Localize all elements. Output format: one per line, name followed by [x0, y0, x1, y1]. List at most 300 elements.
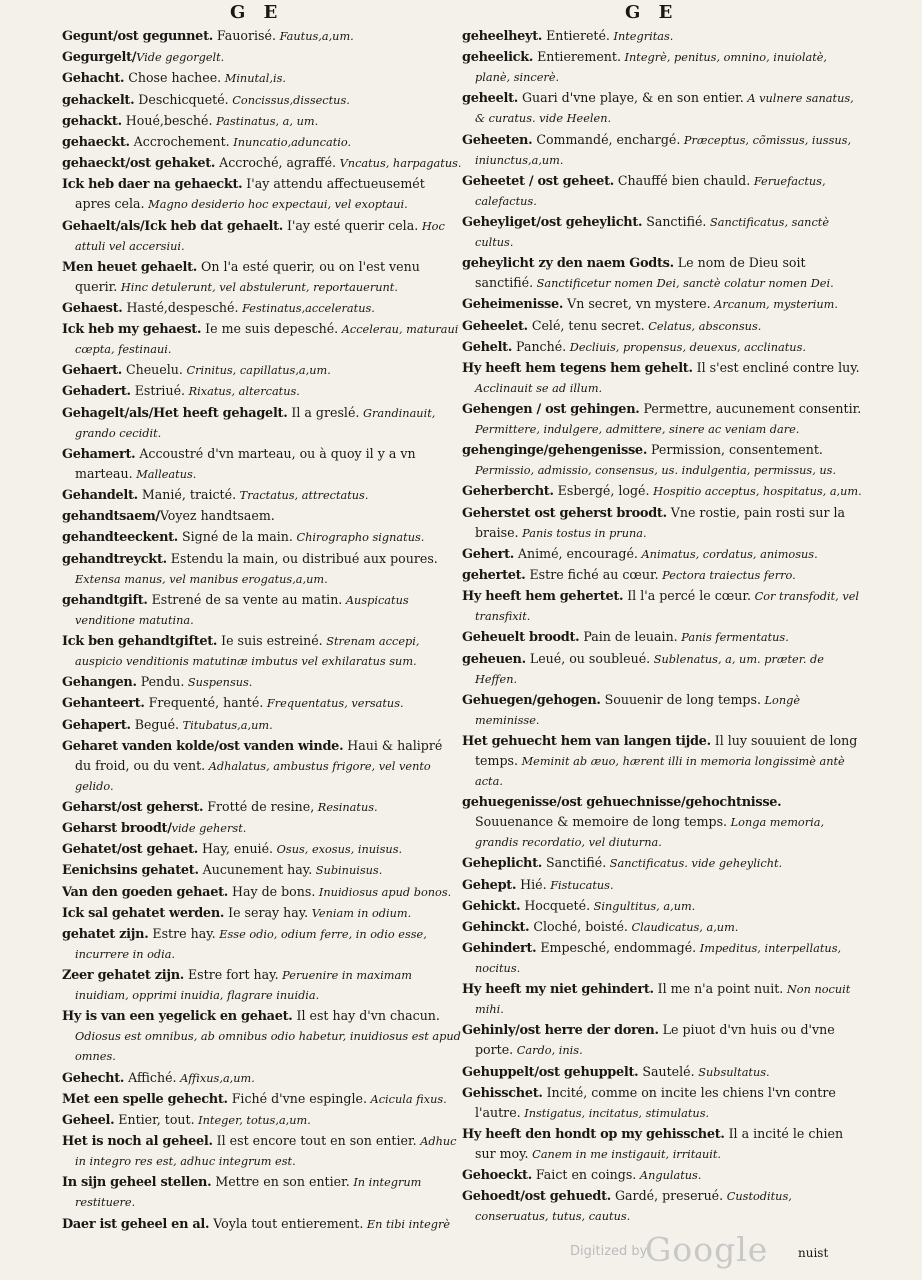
- dictionary-entry: [62, 924, 462, 964]
- entry-french: Begué.: [130, 716, 180, 732]
- entry-latin: Odiosus est omnibus, ab omnibus odio habetur, inuidiosus est apud omnes.: [75, 1030, 461, 1064]
- entry-latin: Accelerau, maturaui cœpta, festinaui.: [75, 323, 459, 357]
- entry-latin: Acicula fixus.: [366, 1092, 447, 1106]
- entry-headword: gehandtgift.: [62, 592, 148, 608]
- entry-french: Souuenir de long temps.: [600, 691, 761, 707]
- entry-french: Voyla tout entierement.: [209, 1215, 364, 1231]
- entry-french: Il luy souuient de long temps.: [475, 732, 858, 768]
- entry-headword: Het is noch al geheel.: [62, 1134, 213, 1150]
- dictionary-entry: [462, 979, 862, 1019]
- dictionary-entry: [462, 544, 862, 564]
- google-logo: Google: [645, 1230, 769, 1269]
- entry-headword: gehackt.: [62, 113, 122, 129]
- entry-headword: Geheimenisse.: [462, 297, 564, 313]
- dictionary-entry: [462, 586, 862, 626]
- entry-headword: Ick sal gehatet werden.: [62, 905, 225, 921]
- dictionary-entry: [462, 212, 862, 252]
- dictionary-entry: [62, 174, 462, 214]
- entry-french: Pendu.: [136, 674, 185, 690]
- entry-headword: Met een spelle gehecht.: [62, 1091, 228, 1107]
- entry-latin: Suspensus.: [184, 676, 253, 690]
- entry-latin: Claudicatus, a,um.: [627, 920, 739, 934]
- dictionary-entry: [462, 896, 862, 916]
- entry-french: Hasté,despesché.: [122, 299, 239, 315]
- dictionary-entry: [462, 337, 862, 357]
- entry-french: Estre fiché au cœur.: [525, 567, 659, 582]
- dictionary-entry: [462, 627, 862, 647]
- entry-french: Commandé, enchargé.: [532, 131, 681, 147]
- entry-headword: Hy heeft my niet gehindert.: [462, 982, 654, 998]
- entry-headword: Hy is van een yegelick en gehaet.: [62, 1009, 293, 1025]
- entry-latin: Decliuis, propensus, deuexus, acclinatus.: [566, 340, 806, 354]
- entry-latin: Permittere, indulgere, admittere, sinere ac veniam dare.: [475, 423, 800, 437]
- dictionary-entry: [462, 853, 862, 873]
- dictionary-entry: [462, 1186, 862, 1226]
- entry-french: Accoustré d'vn marteau, ou à quoy il y a vn marteau.: [75, 445, 416, 481]
- entry-headword: gehaeckt/ost gehaket.: [62, 156, 216, 172]
- header-right: G E: [625, 2, 679, 23]
- entry-latin: Non nocuit mihi.: [475, 983, 851, 1017]
- entry-latin: Grandinauit, grando cecidit.: [75, 406, 436, 440]
- dictionary-entry: [462, 253, 862, 293]
- entry-headword: Geharst broodt/: [62, 821, 172, 837]
- entry-latin: Pastinatus, a, um.: [212, 114, 319, 128]
- entry-french: Gardé, preserué.: [610, 1188, 724, 1204]
- entry-latin: Impeditus, interpellatus, nocitus.: [475, 942, 842, 976]
- entry-headword: gehandtreyckt.: [62, 551, 167, 567]
- dictionary-entry: [62, 132, 462, 152]
- entry-latin: Frequentatus, versatus.: [263, 697, 404, 711]
- dictionary-entry: [462, 130, 862, 170]
- entry-headword: Geharet vanden kolde/ost vanden winde.: [62, 738, 344, 754]
- dictionary-entry: [62, 360, 462, 380]
- right-column: [462, 26, 862, 1231]
- entry-headword: geheelt.: [462, 91, 518, 107]
- entry-headword: Gehept.: [462, 877, 517, 893]
- entry-latin: Instigatus, incitatus, stimulatus.: [520, 1106, 710, 1120]
- entry-headword: Gehangen.: [62, 675, 137, 691]
- entry-headword: Geheelet.: [462, 318, 528, 334]
- entry-french: Empesché, endommagé.: [536, 940, 697, 956]
- entry-french: Ie me suis depesché.: [201, 321, 339, 337]
- entry-french: Sanctifié.: [541, 855, 607, 871]
- entry-latin: Vncatus, harpagatus.: [336, 157, 462, 171]
- dictionary-entry: [62, 47, 462, 67]
- dictionary-entry: [62, 216, 462, 256]
- entry-headword: Men heuet gehaelt.: [62, 259, 197, 275]
- dictionary-entry: [462, 1165, 862, 1185]
- entry-french: Vn secret, vn mystere.: [563, 296, 711, 312]
- entry-headword: Hy heeft hem gehertet.: [462, 589, 624, 605]
- dictionary-entry: [462, 1083, 862, 1123]
- entry-latin: Hinc detulerunt, vel abstulerunt, reportauerunt.: [117, 280, 398, 294]
- entry-latin: Subinuisus.: [312, 864, 383, 878]
- entry-french: Souuenance & memoire de long temps.: [475, 814, 728, 830]
- entry-latin: Panis tostus in pruna.: [518, 526, 647, 540]
- catchword: nuist: [798, 1246, 829, 1260]
- entry-latin: Strenam accepi, auspicio venditionis matutinæ imbutus vel exhilaratus sum.: [75, 634, 420, 668]
- entry-french: Chose hachee.: [124, 70, 222, 86]
- entry-french: I'ay attendu affectueusemét apres cela.: [75, 176, 425, 212]
- entry-latin: Adhuc in integro res est, adhuc integrum est.: [75, 1135, 457, 1169]
- entry-latin: Magno desiderio hoc expectaui, vel exoptaui.: [144, 198, 408, 212]
- dictionary-entry: [462, 917, 862, 937]
- entry-french: Estriué.: [130, 383, 186, 399]
- entry-latin: Chirographo signatus.: [292, 531, 425, 545]
- entry-headword: Gegurgelt/: [62, 50, 137, 66]
- entry-headword: Geheetet / ost geheet.: [462, 173, 614, 189]
- entry-latin: Subsultatus.: [694, 1065, 770, 1079]
- entry-headword: Het gehuecht hem van langen tijde.: [462, 733, 711, 749]
- entry-latin: Cardo, inis.: [513, 1044, 583, 1058]
- entry-french: Haui & halipré du froid, ou du vent.: [75, 737, 443, 773]
- dictionary-entry: [462, 649, 862, 689]
- entry-headword: gehackelt.: [62, 92, 135, 108]
- entry-french: Celé, tenu secret.: [527, 317, 645, 333]
- dictionary-entry: [62, 1110, 462, 1130]
- entry-french: Entierement.: [533, 49, 621, 65]
- entry-french: Accrochement.: [129, 133, 230, 149]
- dictionary-entry: [462, 88, 862, 128]
- entry-latin: Festinatus,acceleratus.: [238, 301, 375, 315]
- entry-headword: gehenginge/gehengenisse.: [462, 443, 648, 459]
- entry-latin: Resinatus.: [314, 800, 378, 814]
- entry-french: Hocqueté.: [520, 897, 591, 913]
- entry-headword: In sijn geheel stellen.: [62, 1175, 212, 1191]
- entry-headword: Gehert.: [462, 546, 514, 562]
- entry-headword: Eenichsins gehatet.: [62, 863, 199, 879]
- entry-headword: Gehengen / ost gehingen.: [462, 402, 640, 418]
- dictionary-entry: [62, 26, 462, 46]
- entry-french: Estendu la main, ou distribué aux poures.: [166, 550, 438, 566]
- dictionary-entry: [462, 481, 862, 501]
- entry-latin: Concissus,dissectus.: [228, 93, 350, 107]
- entry-french: Ie seray hay.: [224, 904, 309, 920]
- left-column: [62, 26, 462, 1231]
- entry-french: Fiché d'vne espingle.: [227, 1090, 367, 1106]
- entry-french: Frotté de resine,: [203, 798, 315, 814]
- dictionary-entry: [462, 294, 862, 314]
- entry-french: Il me n'a point nuit.: [653, 981, 784, 997]
- entry-latin: Auspicatus venditione matutina.: [75, 593, 409, 627]
- entry-headword: gehandtsaem/: [62, 509, 160, 525]
- entry-headword: Gehacht.: [62, 71, 125, 87]
- entry-latin: Hoc attuli vel accersiui.: [75, 219, 445, 253]
- dictionary-entry: [62, 672, 462, 692]
- dictionary-entry: [62, 444, 462, 484]
- entry-headword: Gehelt.: [462, 339, 513, 355]
- entry-latin: Arcanum, mysterium.: [710, 298, 838, 312]
- entry-latin: Minutal,is.: [221, 72, 286, 86]
- dictionary-entry: [62, 797, 462, 817]
- dictionary-entry: [62, 381, 462, 401]
- entry-headword: Gehapert.: [62, 717, 131, 733]
- dictionary-entry: [462, 316, 862, 336]
- entry-headword: Ick heb my gehaest.: [62, 322, 202, 338]
- entry-headword: Gehinly/ost herre der doren.: [462, 1023, 659, 1039]
- dictionary-entry: [62, 549, 462, 589]
- dictionary-entry: [62, 631, 462, 671]
- entry-headword: Gehisschet.: [462, 1085, 543, 1101]
- entry-headword: gehaeckt.: [62, 134, 130, 150]
- entry-latin: Permissio, admissio, consensus, us. indulgentia, permissus, us.: [475, 464, 837, 478]
- entry-latin: Panis fermentatus.: [677, 631, 789, 645]
- entry-headword: gehertet.: [462, 568, 526, 583]
- entry-latin: Tractatus, attrectatus.: [236, 489, 369, 502]
- entry-latin: A vulnere sanatus, & curatus. vide Heelen.: [475, 92, 854, 126]
- dictionary-entry: [62, 319, 462, 359]
- entry-french: Mettre en son entier.: [211, 1174, 350, 1190]
- entry-french: Guari d'vne playe, & en son entier.: [517, 90, 744, 106]
- entry-headword: Gehanteert.: [62, 696, 145, 712]
- entry-headword: Geheyliget/ost geheylicht.: [462, 214, 643, 230]
- entry-latin: Longa memoria, grandis recordatio, vel diuturna.: [475, 816, 825, 850]
- entry-latin: Præceptus, cõmissus, iussus, iniunctus,a,um.: [475, 133, 852, 167]
- entry-latin: En tibi integrè: [366, 1217, 451, 1231]
- entry-headword: Gehoeckt.: [462, 1168, 532, 1184]
- dictionary-entry: [62, 1214, 462, 1232]
- entry-latin: Sanctificetur nomen Dei, sanctè colatur nomen Dei.: [533, 277, 834, 291]
- entry-french: Deschicqueté.: [134, 91, 229, 107]
- entry-latin: Sanctificatus, sanctè cultus.: [475, 215, 830, 249]
- entry-headword: Gehadert.: [62, 384, 131, 400]
- entry-headword: Gehaelt/als/Ick heb dat gehaelt.: [62, 218, 283, 234]
- entry-headword: geheylicht zy den naem Godts.: [462, 256, 674, 272]
- entry-headword: geheelick.: [462, 50, 534, 66]
- entry-headword: gehuegenisse/ost gehuechnisse/gehochtnisse.: [462, 795, 782, 811]
- entry-headword: Geheplicht.: [462, 856, 542, 872]
- dictionary-entry: [462, 875, 862, 895]
- entry-headword: Gehoedt/ost gehuedt.: [462, 1189, 611, 1205]
- dictionary-entry: [62, 839, 462, 859]
- entry-latin: Peruenire in maximam inuidiam, opprimi inuidia, flagrare inuidia.: [75, 969, 412, 1003]
- entry-french: I'ay esté querir cela.: [282, 217, 419, 233]
- dictionary-entry: [462, 565, 862, 585]
- entry-latin: Extensa manus, vel manibus erogatus,a,um.: [75, 572, 328, 586]
- entry-headword: Daer ist geheel en al.: [62, 1216, 210, 1231]
- entry-latin: vide geherst.: [171, 822, 247, 836]
- entry-french: Il a greslé.: [287, 404, 360, 420]
- dictionary-entry: [62, 1068, 462, 1088]
- entry-latin: Osus, exosus, inuisus.: [273, 843, 403, 857]
- entry-latin: Hospitio acceptus, hospitatus, a,um.: [649, 485, 862, 499]
- entry-french: Panché.: [512, 338, 567, 354]
- dictionary-entry: [62, 818, 462, 838]
- dictionary-entry: [462, 503, 862, 543]
- entry-french: Voyez handtsaem.: [159, 508, 275, 524]
- dictionary-entry: [462, 1020, 862, 1060]
- entry-latin: Cor transfodit, vel transfixit.: [475, 590, 860, 624]
- entry-french: Il s'est encliné contre luy.: [692, 359, 860, 375]
- dictionary-entry: [62, 90, 462, 110]
- entry-latin: Adhalatus, ambustus frigore, vel vento gelido.: [75, 759, 431, 793]
- entry-french: Incité, comme on incite les chiens l'vn contre l'autre.: [475, 1084, 836, 1120]
- entry-headword: Gehuegen/gehogen.: [462, 692, 601, 708]
- digitized-by-text: Digitized by: [570, 1244, 648, 1259]
- dictionary-entry: [62, 403, 462, 443]
- dictionary-entry: [62, 257, 462, 297]
- running-header: [0, 2, 922, 26]
- entry-french: Cheuelu.: [121, 362, 183, 378]
- entry-french: Il l'a percé le cœur.: [623, 588, 751, 604]
- entry-latin: Pectora traiectus ferro.: [658, 569, 796, 582]
- entry-headword: Gehindert.: [462, 941, 537, 957]
- entry-french: Leué, ou soubleué.: [525, 650, 651, 666]
- entry-french: Chauffé bien chauld.: [613, 172, 751, 188]
- dictionary-entry: [62, 527, 462, 547]
- dictionary-entry: [62, 715, 462, 735]
- dictionary-entry: [62, 860, 462, 880]
- entry-latin: Singultitus, a,um.: [590, 899, 696, 913]
- entry-french: Hay, enuié.: [197, 841, 274, 857]
- entry-french: Aucunement hay.: [198, 862, 313, 878]
- entry-headword: gehatet zijn.: [62, 927, 149, 942]
- entry-french: Pain de leuain.: [579, 629, 678, 645]
- digitization-watermark: [560, 1228, 860, 1272]
- entry-french: Sanctifié.: [642, 213, 707, 229]
- entry-headword: geheelheyt.: [462, 29, 543, 44]
- entry-headword: Geharst/ost geherst.: [62, 799, 204, 815]
- entry-headword: Gehuppelt/ost gehuppelt.: [462, 1064, 639, 1080]
- entry-french: Sautelé.: [638, 1063, 695, 1079]
- entry-latin: Fautus,a,um.: [275, 30, 354, 43]
- entry-headword: Gehickt.: [462, 898, 521, 914]
- entry-latin: Integrè, penitus, omnino, inuiolatè, planè, sincerè.: [475, 51, 828, 85]
- dictionary-entry: [62, 506, 462, 526]
- dictionary-entry: [62, 590, 462, 630]
- dictionary-entry: [62, 485, 462, 505]
- dictionary-entry: [462, 690, 862, 730]
- entry-french: Affiché.: [124, 1069, 177, 1085]
- entry-headword: Ick ben gehandtgiftet.: [62, 633, 218, 649]
- entry-latin: Inuncatio,aduncatio.: [229, 135, 352, 149]
- entry-latin: Affixus,a,um.: [176, 1071, 255, 1085]
- dictionary-entry: [62, 882, 462, 902]
- dictionary-entry: [62, 1131, 462, 1171]
- dictionary-entry: [62, 903, 462, 923]
- entry-headword: geheuen.: [462, 651, 526, 667]
- entry-headword: Gehinckt.: [462, 919, 530, 935]
- entry-headword: Gegunt/ost gegunnet.: [62, 29, 213, 44]
- entry-french: Entier, tout.: [114, 1111, 195, 1127]
- entry-headword: Gehandelt.: [62, 488, 138, 503]
- dictionary-entry: [462, 399, 862, 439]
- entry-headword: Geheel.: [62, 1112, 115, 1128]
- entry-latin: Sanctificatus. vide geheylicht.: [606, 857, 783, 871]
- entry-latin: Celatus, absconsus.: [644, 319, 762, 333]
- entry-headword: Geherstet ost geherst broodt.: [462, 505, 667, 521]
- entry-headword: Gehagelt/als/Het heeft gehagelt.: [62, 405, 288, 421]
- dictionary-entry: [462, 26, 862, 46]
- entry-french: Signé de la main.: [177, 529, 293, 545]
- entry-latin: Vide gegorgelt.: [136, 51, 225, 65]
- entry-headword: gehandteeckent.: [62, 530, 178, 546]
- entry-latin: Malleatus.: [132, 467, 197, 481]
- entry-french: Estre hay.: [148, 926, 216, 941]
- entry-headword: Hy heeft den hondt op my gehisschet.: [462, 1127, 725, 1142]
- entry-headword: Hy heeft hem tegens hem gehelt.: [462, 360, 693, 376]
- entry-headword: Zeer gehatet zijn.: [62, 968, 184, 984]
- entry-latin: Crinitus, capillatus,a,um.: [182, 364, 331, 378]
- dictionary-entry: [62, 693, 462, 713]
- entry-french: Vne rostie, pain rosti sur la braise.: [475, 504, 846, 540]
- entry-headword: Gehaert.: [62, 363, 122, 379]
- entry-french: Permettre, aucunement consentir.: [639, 401, 862, 417]
- dictionary-entry: [462, 938, 862, 978]
- entry-french: On l'a esté querir, ou on l'est venu querir.: [75, 258, 420, 294]
- entry-latin: Fistucatus.: [546, 878, 614, 892]
- entry-french: Le piuot d'vn huis ou d'vne porte.: [475, 1022, 835, 1058]
- entry-french: Estrené de sa vente au matin.: [147, 591, 343, 607]
- entry-headword: Ick heb daer na gehaeckt.: [62, 177, 243, 193]
- dictionary-entry: [462, 171, 862, 211]
- entry-french: Permission, consentement.: [647, 442, 823, 458]
- entry-french: Cloché, boisté.: [529, 918, 628, 934]
- entry-latin: Feruefactus, calefactus.: [475, 174, 826, 208]
- dictionary-entry: [462, 47, 862, 87]
- dictionary-entry: [462, 731, 862, 791]
- entry-french: Fauorisé.: [212, 28, 276, 43]
- entry-headword: Gehatet/ost gehaet.: [62, 842, 198, 858]
- dictionary-entry: [62, 1089, 462, 1109]
- header-left: G E: [230, 2, 284, 23]
- dictionary-entry: [62, 736, 462, 796]
- entry-latin: Angulatus.: [636, 1169, 702, 1183]
- entry-latin: Sublenatus, a, um. præter. de Heffen.: [475, 652, 824, 686]
- entry-headword: Gehaest.: [62, 300, 123, 316]
- entry-headword: Geheuelt broodt.: [462, 630, 580, 646]
- entry-latin: In integrum restituere.: [75, 1176, 422, 1210]
- entry-latin: Rixatus, altercatus.: [185, 385, 300, 399]
- entry-french: Estre fort hay.: [183, 967, 279, 983]
- entry-french: Hay de bons.: [227, 883, 316, 899]
- entry-latin: Integer, totus,a,um.: [194, 1113, 311, 1127]
- entry-latin: Longè meminisse.: [475, 693, 801, 727]
- entry-latin: Esse odio, odium ferre, in odio esse, incurrere in odia.: [75, 928, 427, 961]
- entry-french: Il est hay d'vn chacun.: [292, 1008, 440, 1024]
- entry-french: Houé,besché.: [121, 112, 213, 128]
- entry-french: Entiereté.: [542, 28, 610, 43]
- dictionary-entry: [462, 1124, 862, 1164]
- entry-latin: Titubatus,a,um.: [179, 718, 273, 732]
- entry-french: Esbergé, logé.: [553, 483, 650, 499]
- entry-latin: Acclinauit se ad illum.: [475, 381, 603, 395]
- entry-latin: Canem in me instigauit, irritauit.: [528, 1148, 722, 1161]
- entry-latin: Inuidiosus apud bonos.: [315, 885, 452, 899]
- entry-headword: Geherbercht.: [462, 484, 554, 500]
- dictionary-entry: [62, 1006, 462, 1066]
- dictionary-entry: [62, 153, 462, 173]
- dictionary-entry: [62, 68, 462, 88]
- dictionary-entry: [62, 965, 462, 1005]
- entry-french: Il est encore tout en son entier.: [212, 1133, 417, 1149]
- entry-latin: Animatus, cordatus, animosus.: [637, 547, 818, 561]
- entry-latin: Custoditus, conseruatus, tutus, cautus.: [475, 1190, 792, 1224]
- entry-french: Hié.: [516, 876, 547, 892]
- entry-headword: Geheeten.: [462, 132, 533, 148]
- entry-french: Le nom de Dieu soit sanctifié.: [475, 255, 806, 291]
- entry-latin: Integritas.: [609, 30, 674, 43]
- dictionary-entry: [62, 111, 462, 131]
- entry-headword: Gehecht.: [62, 1070, 125, 1086]
- entry-french: Ie suis estreiné.: [217, 632, 323, 648]
- dictionary-entry: [62, 1172, 462, 1212]
- dictionary-entry: [462, 440, 862, 480]
- entry-headword: Gehamert.: [62, 446, 136, 462]
- entry-french: Frequenté, hanté.: [144, 695, 264, 711]
- entry-latin: Veniam in odium.: [308, 906, 412, 920]
- entry-latin: Meminit ab æuo, hærent illi in memoria longissimè antè acta.: [475, 754, 845, 788]
